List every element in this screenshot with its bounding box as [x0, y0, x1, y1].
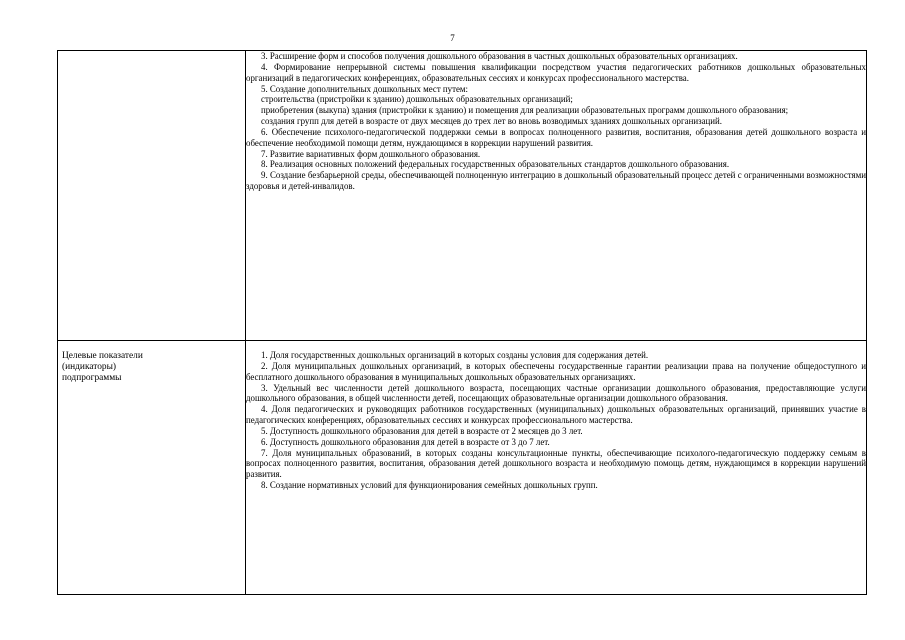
paragraph: 2. Доля муниципальных дошкольных организаций, в которых обеспечены государственные гарантии реализации права на получение общедоступного и бесплатного дошкольного образования в муниципальных дошкольных образовательных организациях. [246, 360, 866, 382]
row-content-cell [246, 51, 867, 341]
paragraph: 4. Доля педагогических и руководящих работников государственных (муниципальных) дошкольных образовательных организаций, принявших участие в педагогических конференциях, образовательных сессиях и конкурсах профессионального мастерства. [246, 404, 866, 426]
row-label-line: подпрограммы [62, 373, 122, 384]
paragraph: 6. Доступность дошкольного образования для детей в возрасте от 3 до 7 лет. [261, 436, 550, 447]
page-number: 7 [450, 33, 455, 43]
paragraph: 6. Обеспечение психолого-педагогической поддержки семьи в вопросах полноценного развития, воспитания, образования детей дошкольного возраста и обеспечение необходимой помощи детям, нуждающимся в коррекции нарушений развития. [246, 126, 866, 148]
paragraph: 8. Создание нормативных условий для функционирования семейных дошкольных групп. [261, 480, 598, 491]
paragraph: 5. Создание дополнительных дошкольных мест путем: [261, 83, 469, 94]
table-row-goals [58, 341, 867, 595]
paragraph: 9. Создание безбарьерной среды, обеспечивающей полноценную интеграцию в дошкольный образовательный процесс детей с ограниченными возможностями здоровья и детей-инвалидов. [246, 170, 866, 192]
row-content-cell [246, 341, 867, 595]
paragraph: 7. Развитие вариативных форм дошкольного образования. [261, 148, 481, 159]
paragraph: приобретения (выкупа) здания (пристройки к зданию) и помещения для реализации образовательных программ дошкольного образования; [261, 105, 789, 116]
paragraph: 4. Формирование непрерывной системы повышения квалификации посредством участия педагогических работников дошкольных образовательных организаций в педагогических конференциях, образовательных сессиях и конкурсах профессионального мастерства. [246, 61, 866, 83]
paragraph: строительства (пристройки к зданию) дошкольных образовательных организаций; [261, 94, 573, 105]
row-label [58, 51, 245, 61]
subprogram-table [57, 50, 867, 595]
paragraph: создания групп для детей в возрасте от двух месяцев до трех лет во вновь возводимых зданиях дошкольных организаций. [261, 116, 722, 127]
row-label-cell [58, 51, 246, 341]
row-label-line: Целевые показатели [62, 351, 143, 361]
paragraph: 5. Доступность дошкольного образования для детей в возрасте от 2 месяцев до 3 лет. [261, 425, 583, 436]
paragraph: 7. Доля муниципальных образований, в которых созданы консультационные пункты, обеспечивающие психолого-педагогическую поддержку семьям в вопросах полноценного развития, воспитания, образования детей дошкольного возраста и необходимую помощь детям, нуждающимся в коррекции нарушений развития. [246, 447, 866, 480]
paragraph: 8. Реализация основных положений федеральных государственных образовательных стандартов дошкольного образования. [261, 159, 730, 170]
row-label-cell [58, 341, 246, 595]
table-row-tasks [58, 51, 867, 341]
paragraph: 1. Доля государственных дошкольных организаций в которых созданы условия для содержания детей. [261, 350, 649, 360]
row-label [58, 341, 245, 385]
paragraph: 3. Расширение форм и способов получения дошкольного образования в частных дошкольных образовательных организациях. [261, 51, 738, 61]
paragraph: 3. Удельный вес численности детей дошкольного возраста, посещающих частные организации дошкольного образования, предоставляющие услуги дошкольного образования, в общей численности детей, посещающих образовательные организации дошкольного образования. [246, 382, 866, 404]
row-label-line: (индикаторы) [62, 362, 117, 373]
